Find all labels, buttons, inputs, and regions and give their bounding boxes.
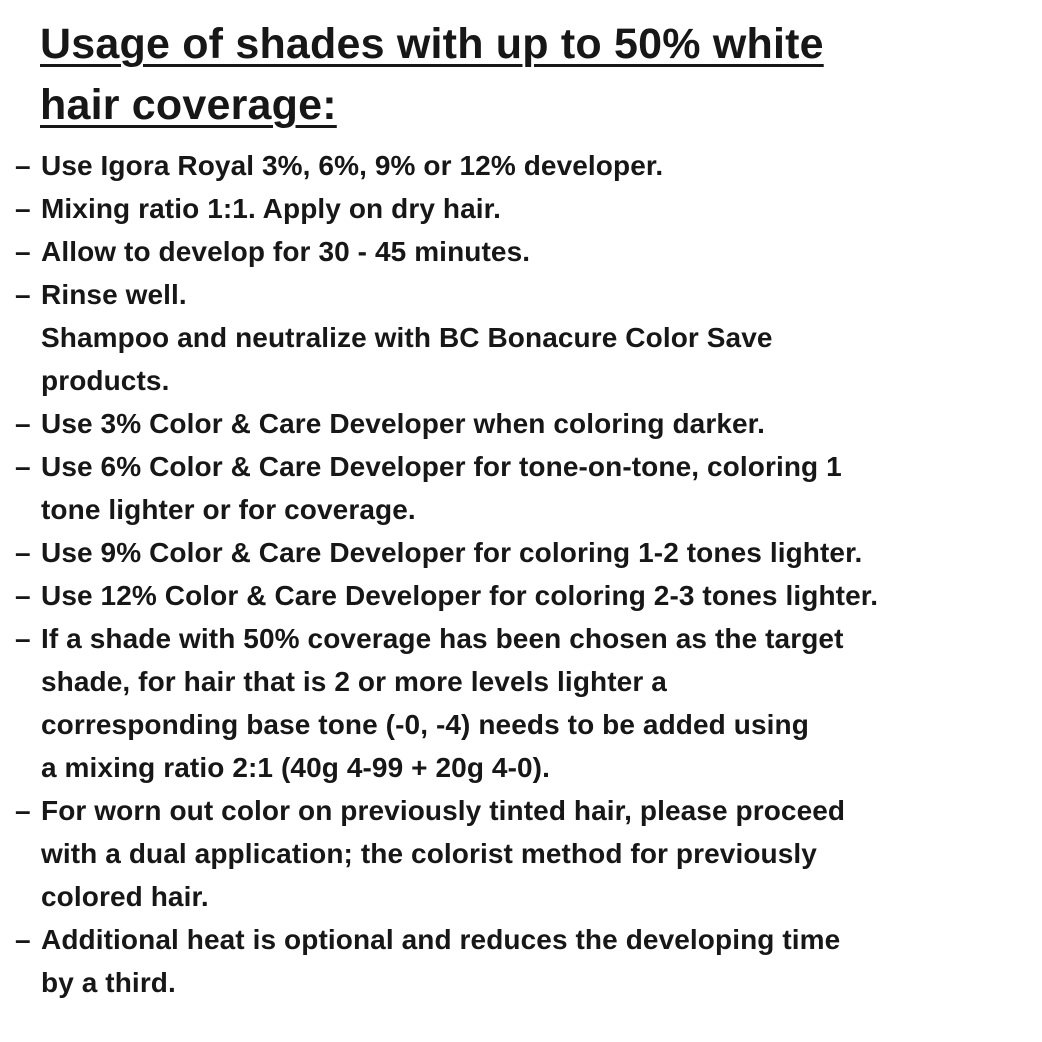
list-item-line: Allow to develop for 30 - 45 minutes. (41, 236, 531, 267)
list-item (0, 187, 1042, 230)
list-item-line: Use 6% Color & Care Developer for tone-on-tone, coloring 1 (41, 451, 842, 482)
list-item-line: colored hair. (41, 881, 209, 912)
bullet-dash: – (15, 451, 31, 482)
list-item-line: tone lighter or for coverage. (41, 494, 416, 525)
bullet-dash: – (15, 193, 31, 224)
list-item-line: shade, for hair that is 2 or more levels lighter a (41, 666, 667, 697)
list-item-line: corresponding base tone (-0, -4) needs to be added using (41, 709, 809, 740)
page-title (0, 14, 1042, 136)
page-title-line-1: Usage of shades with up to 50% white (40, 20, 824, 68)
list-item (0, 617, 1042, 789)
list-item (0, 574, 1042, 617)
list-item-line: Use Igora Royal 3%, 6%, 9% or 12% developer. (41, 150, 664, 181)
list-item-line: Additional heat is optional and reduces the developing time (41, 924, 841, 955)
list-item (0, 918, 1042, 1004)
bullet-dash: – (15, 408, 31, 439)
bullet-dash: – (15, 150, 31, 181)
list-item-line: a mixing ratio 2:1 (40g 4-99 + 20g 4-0). (41, 752, 550, 783)
list-item (0, 789, 1042, 918)
list-item-line: For worn out color on previously tinted hair, please proceed (41, 795, 846, 826)
list-item (0, 273, 1042, 402)
list-item-line: Use 12% Color & Care Developer for coloring 2-3 tones lighter. (41, 580, 879, 611)
bullet-dash: – (15, 236, 31, 267)
bullet-dash: – (15, 537, 31, 568)
bullet-dash: – (15, 580, 31, 611)
list-item-line: If a shade with 50% coverage has been chosen as the target (41, 623, 844, 654)
list-item (0, 445, 1042, 531)
bullet-dash: – (15, 924, 31, 955)
list-item-line: by a third. (41, 967, 176, 998)
list-item (0, 144, 1042, 187)
list-item (0, 531, 1042, 574)
list-item-line: Shampoo and neutralize with BC Bonacure Color Save (41, 322, 773, 353)
bullet-dash: – (15, 795, 31, 826)
list-item-line: Rinse well. (41, 279, 187, 310)
list-item (0, 402, 1042, 445)
list-item-line: with a dual application; the colorist method for previously (41, 838, 817, 869)
list-item-line: Use 3% Color & Care Developer when coloring darker. (41, 408, 765, 439)
bullet-dash: – (15, 279, 31, 310)
list-item-line: Use 9% Color & Care Developer for coloring 1-2 tones lighter. (41, 537, 863, 568)
usage-instructions-list (0, 144, 1042, 1004)
list-item (0, 230, 1042, 273)
list-item-line: Mixing ratio 1:1. Apply on dry hair. (41, 193, 501, 224)
page-title-line-2: hair coverage: (40, 81, 337, 129)
bullet-dash: – (15, 623, 31, 654)
list-item-line: products. (41, 365, 170, 396)
